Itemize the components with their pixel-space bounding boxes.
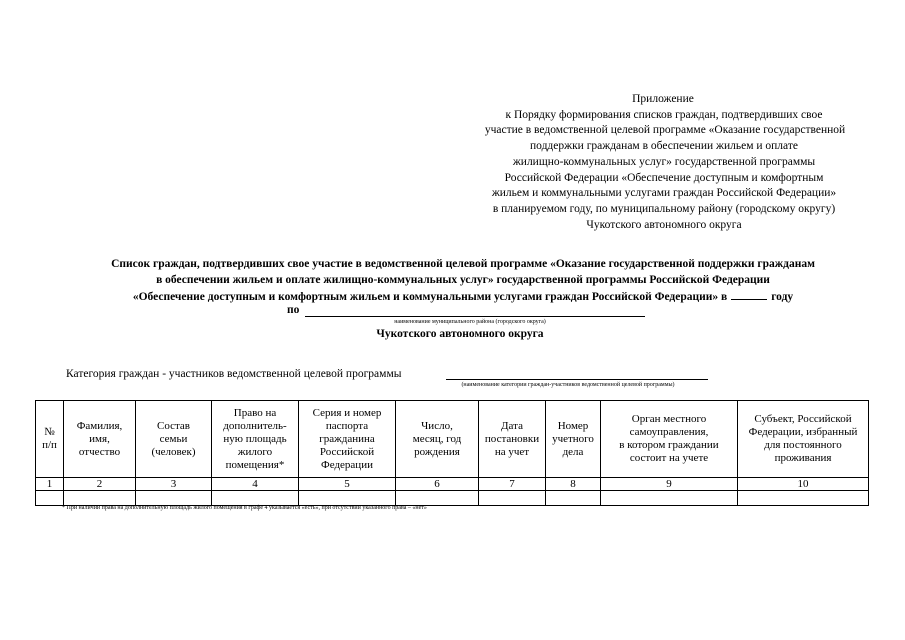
document-title bbox=[50, 257, 876, 306]
municipality-blank bbox=[305, 316, 645, 317]
table-cell bbox=[212, 491, 299, 506]
column-number: 9 bbox=[601, 478, 738, 491]
column-number: 8 bbox=[546, 478, 601, 491]
column-number: 7 bbox=[479, 478, 546, 491]
table-cell bbox=[36, 491, 64, 506]
appendix-line: поддержки гражданам в обеспечении жильем и оплате bbox=[530, 140, 798, 153]
category-caption: (наименование категории граждан-участников ведомственной целевой программы) bbox=[461, 382, 675, 388]
header-cell-3: Состав семьи (человек) bbox=[136, 401, 212, 478]
appendix-line: жилищно-коммунальных услуг» государственной программы bbox=[512, 155, 816, 168]
table-cell bbox=[546, 491, 601, 506]
title-line-2: в обеспечении жильем и оплате жилищно-коммунальных услуг» государственной программы Российской Федерации bbox=[156, 273, 770, 286]
category-label: Категория граждан - участников ведомственной целевой программы bbox=[66, 368, 402, 380]
column-number: 6 bbox=[396, 478, 479, 491]
header-cell-7: Дата постановки на учет bbox=[479, 401, 546, 478]
appendix-note bbox=[420, 92, 905, 233]
appendix-line: к Порядку формирования списков граждан, подтвердивших свое bbox=[505, 108, 823, 121]
table-cell bbox=[299, 491, 396, 506]
appendix-line: Российской Федерации «Обеспечение доступным и комфортным bbox=[504, 171, 824, 184]
column-number: 5 bbox=[299, 478, 396, 491]
column-number: 3 bbox=[136, 478, 212, 491]
title-line-3 bbox=[50, 288, 876, 306]
category-blank bbox=[446, 379, 708, 380]
header-cell-10: Субъект, Российской Федерации, избранный для постоянного проживания bbox=[738, 401, 869, 478]
title-line-3-end: году bbox=[771, 291, 794, 304]
column-number: 2 bbox=[64, 478, 136, 491]
table-cell bbox=[136, 491, 212, 506]
header-cell-1: № п/п bbox=[36, 401, 64, 478]
header-cell-5: Серия и номер паспорта гражданина Российской Федерации bbox=[299, 401, 396, 478]
column-number: 4 bbox=[212, 478, 299, 491]
municipality-caption: наименование муниципального района (городского округа) bbox=[394, 319, 546, 325]
table-cell bbox=[601, 491, 738, 506]
table-row bbox=[36, 491, 869, 506]
table-cell bbox=[738, 491, 869, 506]
header-cell-9: Орган местного самоуправления, в котором граждании состоит на учете bbox=[601, 401, 738, 478]
title-line-3-start: «Обеспечение доступным и комфортным жильем и коммунальными услугами граждан Российской Федерации» в bbox=[132, 291, 728, 304]
appendix-line: Приложение bbox=[632, 93, 694, 105]
title-line-1: Список граждан, подтвердивших свое участие в ведомственной целевой программе «Оказание государственной поддержки гражданам bbox=[111, 258, 815, 270]
okrug-label: Чукотского автономного округа bbox=[376, 328, 544, 340]
footnote: * При наличии права на дополнительную площадь жилого помещения в графе 4 указывается «есть», при отсутствии указанного права – «нет» bbox=[62, 505, 427, 511]
appendix-line: Чукотского автономного округа bbox=[586, 218, 742, 231]
header-cell-2: Фамилия, имя, отчество bbox=[64, 401, 136, 478]
po-label: по bbox=[287, 304, 300, 316]
citizens-table bbox=[35, 400, 869, 506]
table-cell bbox=[479, 491, 546, 506]
year-blank bbox=[731, 288, 767, 300]
header-cell-8: Номер учетного дела bbox=[546, 401, 601, 478]
table-cell bbox=[396, 491, 479, 506]
appendix-line: в планируемом году, по муниципальному району (городскому округу) bbox=[492, 202, 836, 215]
appendix-line: участие в ведомственной целевой программе «Оказание государственной bbox=[484, 124, 846, 137]
header-cell-4: Право на дополнитель- ную площадь жилого помещения* bbox=[212, 401, 299, 478]
table-header-row bbox=[36, 401, 869, 478]
header-cell-6: Число, месяц, год рождения bbox=[396, 401, 479, 478]
column-number-row bbox=[36, 478, 869, 491]
appendix-line: жильем и коммунальными услугами граждан Российской Федерации» bbox=[491, 187, 837, 200]
column-number: 10 bbox=[738, 478, 869, 491]
column-number: 1 bbox=[36, 478, 64, 491]
table-cell bbox=[64, 491, 136, 506]
